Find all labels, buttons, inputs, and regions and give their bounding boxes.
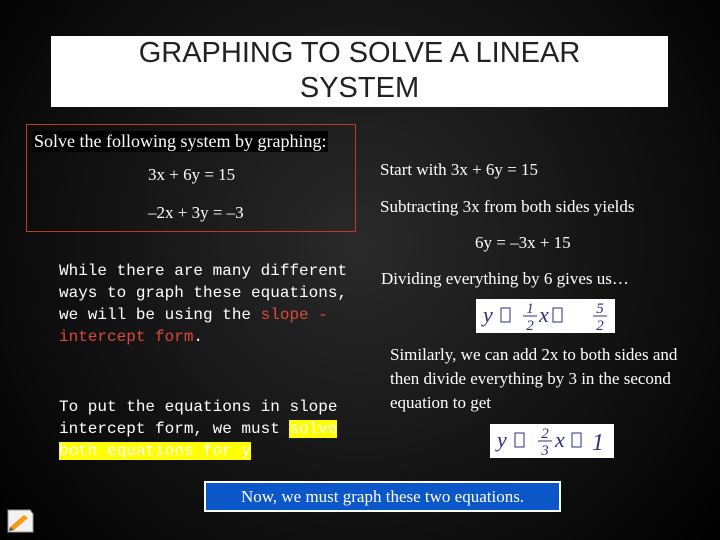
title-line-1: GRAPHING TO SOLVE A LINEAR xyxy=(138,37,581,69)
eq2-lhs: y xyxy=(497,427,507,452)
second-equation-explanation: Similarly, we can add 2x to both sides and then divide everything by 3 in the second equation to get xyxy=(390,345,678,412)
step-subtract: Subtracting 3x from both sides yields xyxy=(380,197,635,216)
solve-for-y-highlight: solve both equations for y xyxy=(59,420,338,460)
pencil-note-icon xyxy=(6,496,35,534)
eq1-const-num: 5 xyxy=(596,301,604,317)
eq1-coef-den: 2 xyxy=(526,318,534,333)
eq1-lhs: y xyxy=(483,302,493,327)
eq1-const-den: 2 xyxy=(596,318,604,333)
eq2-sym2-box xyxy=(572,433,581,447)
step-start: Start with 3x + 6y = 15 xyxy=(380,160,539,179)
system-equation-1: 3x + 6y = 15 xyxy=(148,165,236,184)
slide-title xyxy=(51,36,668,107)
eq2-coef-num: 2 xyxy=(541,426,549,442)
slope-intercept-highlight: slope - intercept form xyxy=(59,306,328,346)
method-text: While there are many different ways to graph these equations, we will be using the xyxy=(59,262,348,324)
eq2-sym1-box xyxy=(515,433,524,447)
step-result: 6y = –3x + 15 xyxy=(475,233,571,252)
method-paragraph xyxy=(59,260,349,348)
graph-callout: Now, we must graph these two equations. xyxy=(204,481,561,512)
slope-intercept-text: To put the equations in slope intercept form, we must xyxy=(59,398,338,438)
step-divide: Dividing everything by 6 gives us… xyxy=(381,269,629,288)
slope-intercept-paragraph xyxy=(59,396,349,462)
equation-image-1 xyxy=(476,299,615,333)
eq1-var: x xyxy=(539,302,549,327)
system-heading: Solve the following system by graphing: xyxy=(34,131,327,151)
eq2-coef-den: 3 xyxy=(541,443,549,458)
eq2-const: 1 xyxy=(592,430,604,456)
equation-image-2 xyxy=(490,424,614,458)
eq1-sym2-box xyxy=(553,308,562,322)
eq1-sym1-box xyxy=(501,308,510,322)
eq1-coef-num: 1 xyxy=(526,301,534,317)
method-period: . xyxy=(193,328,204,346)
title-line-2: SYSTEM xyxy=(299,72,420,104)
eq2-var: x xyxy=(555,427,565,452)
system-equation-2: –2x + 3y = –3 xyxy=(148,203,244,222)
